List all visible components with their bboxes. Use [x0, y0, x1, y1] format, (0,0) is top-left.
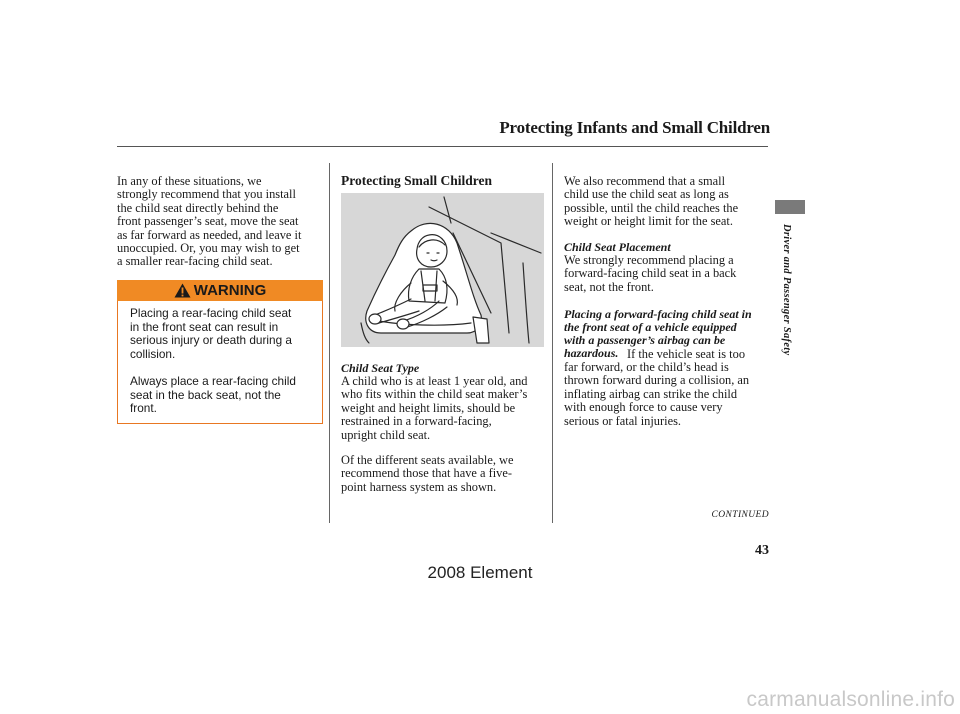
child-seat-placement-heading: Child Seat Placement	[564, 240, 671, 254]
page-number: 43	[755, 543, 769, 558]
child-seat-figure	[341, 193, 544, 347]
watermark: carmanualsonline.info	[746, 688, 955, 711]
harness-paragraph: Of the different seats available, we recommend those that have a five- point harness system as shown.	[341, 453, 514, 494]
airbag-paragraph: far forward, or the child’s head is thrown forward during a collision, an inflating airbag can strike the child with enough force to cause very serious or fatal injuries.	[564, 360, 750, 428]
page-title: Protecting Infants and Small Children	[499, 118, 770, 137]
intro-paragraph: In any of these situations, we strongly recommend that you install the child seat directly behind the front passenger’s seat, move the seat as far forward as needed, and leave it unoccupied. Or, you may wish to get a smaller rear-facing child seat.	[117, 174, 302, 269]
airbag-paragraph-lead: If the vehicle seat is too	[627, 347, 746, 361]
continued-label: CONTINUED	[711, 510, 769, 520]
child-in-forward-facing-seat-illustration	[341, 193, 544, 347]
section-tab	[775, 200, 805, 214]
warning-text: Placing a rear-facing child seat in the front seat can result in serious injury or death during a collision. Always place a rear-facing child seat in the back seat, not the front.	[130, 306, 296, 416]
placement-paragraph: We strongly recommend placing a forward-facing child seat in a back seat, not the front.	[564, 253, 737, 294]
warning-triangle-icon	[174, 283, 191, 298]
model-label: 2008 Element	[427, 563, 533, 582]
warning-header	[117, 280, 323, 301]
section-side-label-text: Driver and Passenger Safety	[781, 224, 792, 356]
warning-label: WARNING	[193, 282, 267, 299]
child-seat-type-heading: Child Seat Type	[341, 361, 420, 375]
child-seat-type-paragraph: A child who is at least 1 year old, and who fits within the child seat maker’s weight and height limits, should be restrained in a forward-facing, upright child seat.	[341, 374, 528, 442]
airbag-hazard-heading: Placing a forward-facing child seat in the front seat of a vehicle equipped with a passenger’s airbag can be hazardous.	[564, 307, 752, 360]
column-divider	[552, 163, 553, 523]
column-divider	[329, 163, 330, 523]
section-side-label	[773, 224, 799, 464]
recommend-paragraph: We also recommend that a small child use the child seat as long as possible, until the child reaches the weight or height limit for the seat.	[564, 174, 739, 229]
section-heading: Protecting Small Children	[341, 173, 492, 188]
header-rule	[117, 146, 768, 147]
